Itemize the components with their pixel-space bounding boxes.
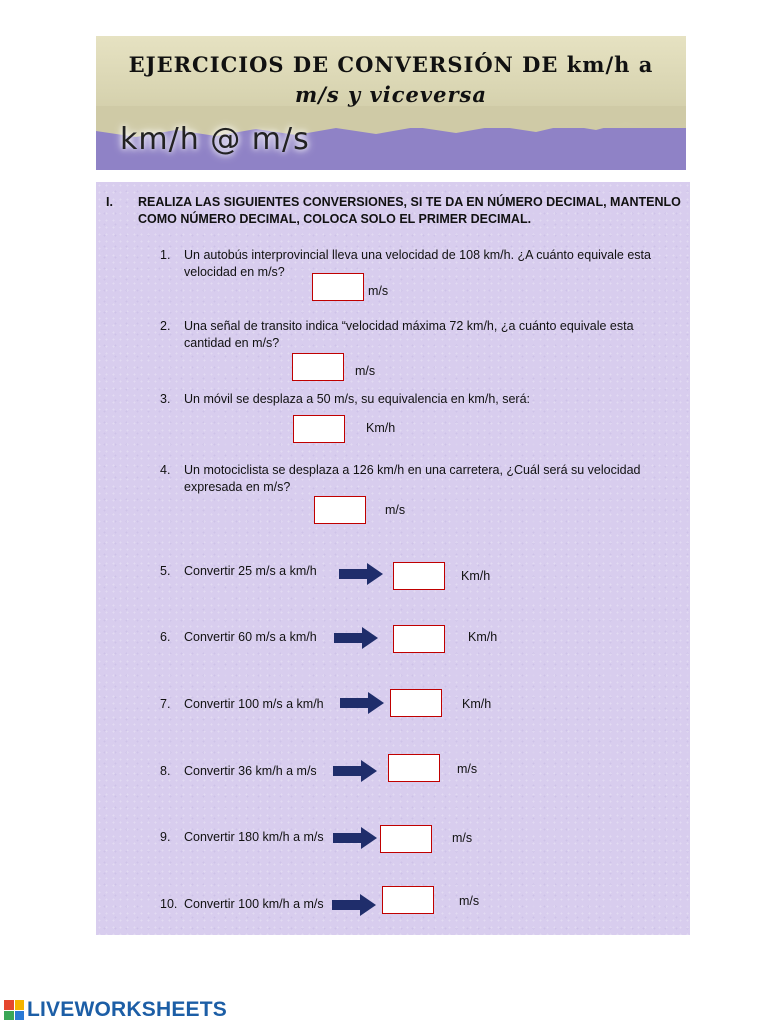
unit-label: Km/h xyxy=(462,697,492,711)
arrow-right-icon xyxy=(339,563,383,585)
instruction-line-1: REALIZA LAS SIGUIENTES CONVERSIONES, SI TE DA EN NÚMERO DECIMAL, MANTENLO xyxy=(138,195,681,209)
question-number: 5. xyxy=(160,564,171,578)
question-number: 3. xyxy=(160,392,171,406)
answer-field[interactable] xyxy=(380,825,432,853)
question-text: Convertir 60 m/s a km/h xyxy=(184,630,317,644)
unit-label: Km/h xyxy=(366,421,396,435)
footer-brand xyxy=(4,995,227,1025)
arrow-right-icon xyxy=(332,894,376,916)
arrow-right-icon xyxy=(334,627,378,649)
section-number: I. xyxy=(106,195,113,209)
arrow-right-icon xyxy=(340,692,384,714)
answer-field[interactable] xyxy=(314,496,366,524)
question-text: cantidad en m/s? xyxy=(184,336,280,350)
page-title xyxy=(96,50,686,110)
unit-label: m/s xyxy=(385,503,406,517)
unit-label: m/s xyxy=(457,762,478,776)
answer-field[interactable] xyxy=(393,625,445,653)
question-text: Convertir 36 km/h a m/s xyxy=(184,764,317,778)
unit-label: m/s xyxy=(355,364,376,378)
arrow-right-icon xyxy=(333,760,377,782)
liveworksheets-logo-icon xyxy=(4,1000,24,1020)
answer-field[interactable] xyxy=(382,886,434,914)
question-text: Un motociclista se desplaza a 126 km/h en una carretera, ¿Cuál será su velocidad xyxy=(184,463,641,477)
unit-label: m/s xyxy=(459,894,480,908)
question-text: velocidad en m/s? xyxy=(184,265,285,279)
unit-label: m/s xyxy=(368,284,389,298)
answer-field[interactable] xyxy=(312,273,364,301)
unit-label: Km/h xyxy=(468,630,498,644)
question-text: Convertir 180 km/h a m/s xyxy=(184,830,324,844)
question-number: 2. xyxy=(160,319,171,333)
question-text: Convertir 100 m/s a km/h xyxy=(184,697,324,711)
header-subtitle: km/h @ m/s xyxy=(120,122,310,157)
question-text: Convertir 100 km/h a m/s xyxy=(184,897,324,911)
title-line-1: EJERCICIOS DE CONVERSIÓN DE km/h a xyxy=(128,52,654,77)
question-text: Un móvil se desplaza a 50 m/s, su equivalencia en km/h, será: xyxy=(184,392,531,406)
header-banner xyxy=(96,36,686,170)
question-text: Un autobús interprovincial lleva una velocidad de 108 km/h. ¿A cuánto equivale esta xyxy=(184,248,651,262)
answer-field[interactable] xyxy=(390,689,442,717)
answer-field[interactable] xyxy=(393,562,445,590)
question-number: 1. xyxy=(160,248,171,262)
title-line-2: m/s y viceversa xyxy=(295,82,487,107)
unit-label: Km/h xyxy=(461,569,491,583)
question-number: 4. xyxy=(160,463,171,477)
answer-field[interactable] xyxy=(388,754,440,782)
question-number: 10. xyxy=(160,897,178,911)
worksheet-panel xyxy=(96,182,690,935)
answer-field[interactable] xyxy=(292,353,344,381)
question-text: expresada en m/s? xyxy=(184,480,291,494)
brand-name: LIVEWORKSHEETS xyxy=(27,998,227,1021)
instruction-line-2: COMO NÚMERO DECIMAL, COLOCA SOLO EL PRIMER DECIMAL. xyxy=(138,212,532,226)
question-number: 8. xyxy=(160,764,171,778)
question-number: 7. xyxy=(160,697,171,711)
question-text: Convertir 25 m/s a km/h xyxy=(184,564,317,578)
question-text: Una señal de transito indica “velocidad máxima 72 km/h, ¿a cuánto equivale esta xyxy=(184,319,634,333)
answer-field[interactable] xyxy=(293,415,345,443)
question-number: 6. xyxy=(160,630,171,644)
arrow-right-icon xyxy=(333,827,377,849)
question-number: 9. xyxy=(160,830,171,844)
unit-label: m/s xyxy=(452,831,473,845)
